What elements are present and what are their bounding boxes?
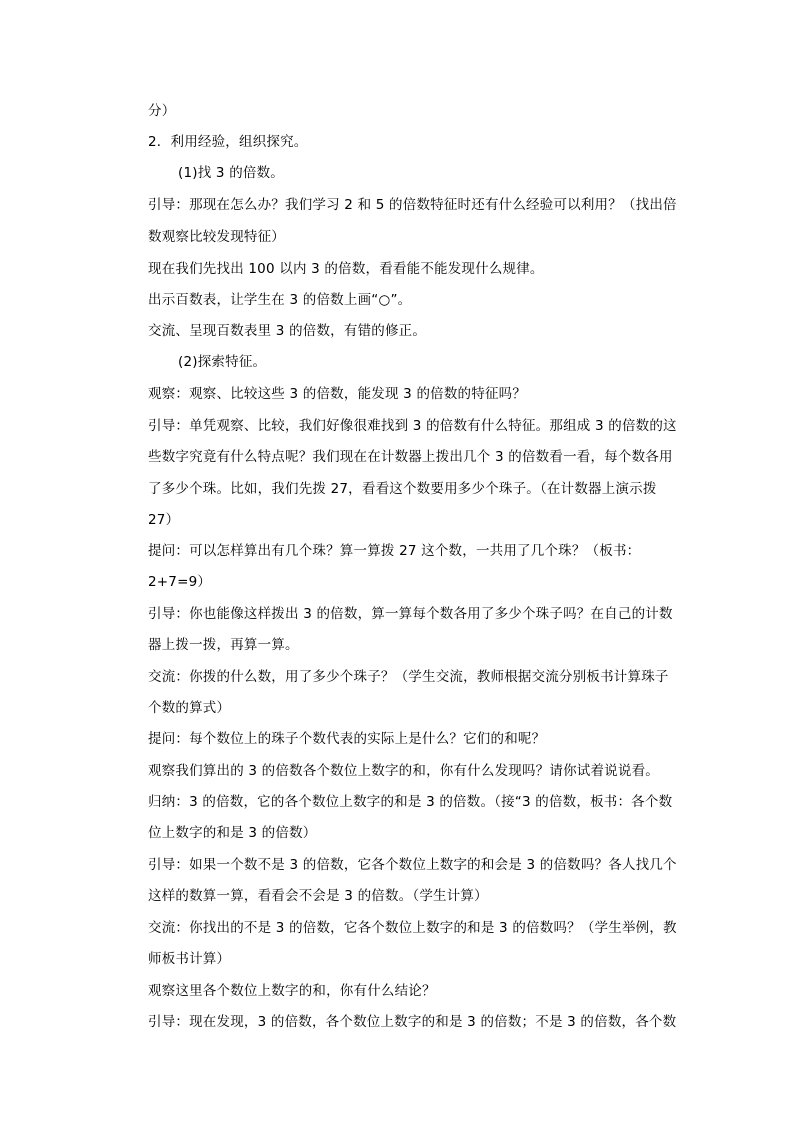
text-line: 位上数字的和是 3 的倍数） (148, 825, 317, 841)
text-line: 交流：你找出的不是 3 的倍数，它各个数位上数字的和是 3 的倍数吗？（学生举例，教 (148, 920, 677, 936)
text-line: 这样的数算一算，看看会不会是 3 的倍数。（学生计算） (148, 888, 488, 904)
text-line: 引导：现在发现，3 的倍数，各个数位上数字的和是 3 的倍数；不是 3 的倍数，各个数 (148, 1014, 677, 1030)
text-line: 观察：观察、比较这些 3 的倍数，能发现 3 的倍数的特征吗？ (148, 386, 527, 402)
text-line: 器上拨一拨，再算一算。 (148, 637, 299, 653)
text-line: 2+7=9） (148, 574, 212, 590)
subsection-heading: (2)探索特征。 (178, 354, 267, 370)
text-line: 交流、呈现百数表里 3 的倍数，有错的修正。 (148, 323, 427, 339)
text-line: 交流：你拨的什么数，用了多少个珠子？（学生交流，教师根据交流分别板书计算珠子 (148, 669, 669, 685)
text-line: 引导：单凭观察、比较，我们好像很难找到 3 的倍数有什么特征。那组成 3 的倍数的这 (148, 418, 677, 434)
subsection-heading: (1)找 3 的倍数。 (178, 165, 284, 181)
text-line: 27） (148, 512, 180, 528)
text-line: 师板书计算） (148, 951, 231, 967)
text-line: 现在我们先找出 100 以内 3 的倍数，看看能不能发现什么规律。 (148, 261, 544, 277)
text-line: 归纳：3 的倍数，它的各个数位上数字的和是 3 的倍数。（接“3 的倍数，板书：各个数 (148, 794, 673, 810)
text-line: 观察这里各个数位上数字的和，你有什么结论？ (148, 983, 436, 999)
text-line: 个数的算式） (148, 700, 231, 716)
section-heading: 2．利用经验，组织探究。 (148, 134, 308, 150)
text-line: 出示百数表，让学生在 3 的倍数上画“○”。 (148, 292, 412, 308)
text-line: 数观察比较发现特征） (148, 229, 285, 245)
text-line: 引导：那现在怎么办？我们学习 2 和 5 的倍数特征时还有什么经验可以利用？（找出倍 (148, 197, 677, 213)
text-line: 引导：你也能像这样拨出 3 的倍数，算一算每个数各用了多少个珠子吗？在自己的计数 (148, 606, 673, 622)
text-line: 引导：如果一个数不是 3 的倍数，它各个数位上数字的和会是 3 的倍数吗？各人找几个 (148, 857, 677, 873)
text-line: 了多少个珠。比如，我们先拨 27，看看这个数要用多少个珠子。（在计数器上演示拨 (148, 481, 657, 497)
text-line: 观察我们算出的 3 的倍数各个数位上数字的和，你有什么发现吗？请你试着说说看。 (148, 763, 659, 779)
text-line: 提问：可以怎样算出有几个珠？算一算拨 27 这个数，一共用了几个珠？（板书： (148, 543, 641, 559)
text-line: 分） (148, 103, 176, 119)
text-line: 提问：每个数位上的珠子个数代表的实际上是什么？它们的和呢？ (148, 731, 546, 747)
text-line: 些数字究竟有什么特点呢？我们现在在计数器上拨出几个 3 的倍数看一看，每个数各用 (148, 449, 673, 465)
